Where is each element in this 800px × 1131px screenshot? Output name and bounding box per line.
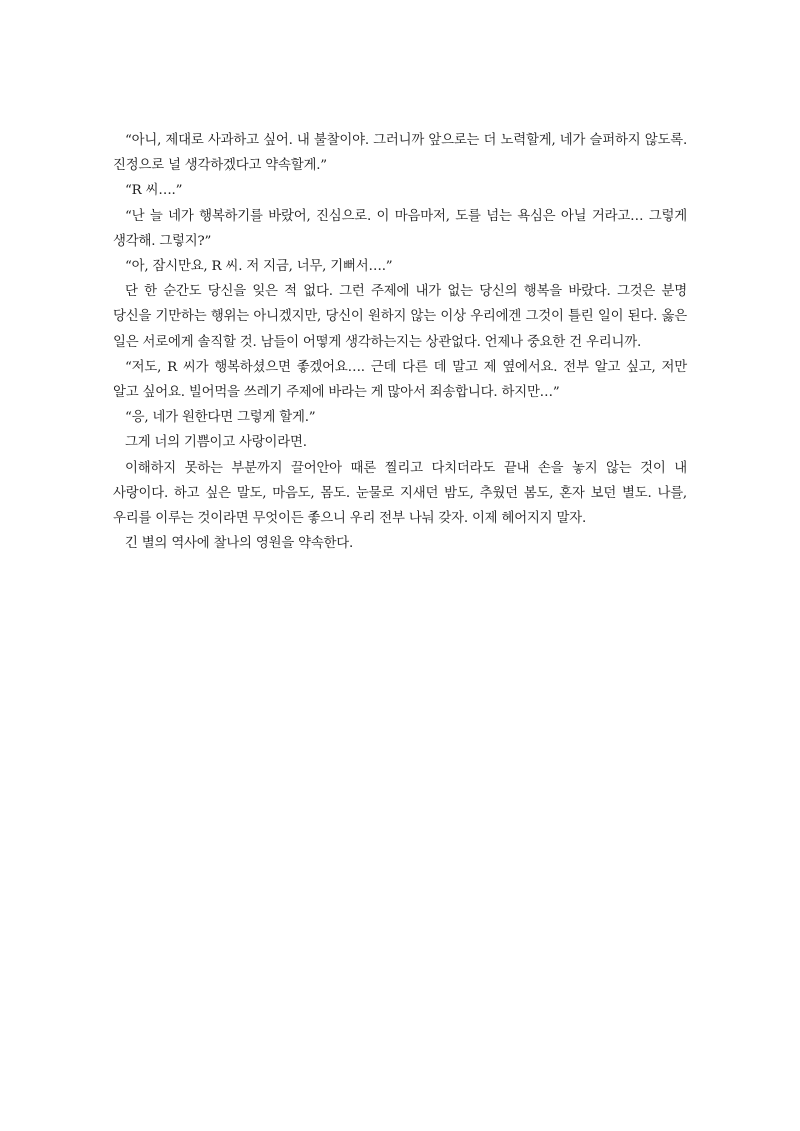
paragraph: 이해하지 못하는 부분까지 끌어안아 때론 찔리고 다치더라도 끝내 손을 놓지 않는 것이 내 사랑이다. 하고 싶은 말도, 마음도, 몸도. 눈물로 지새던 밤도, 추웠던 봄도, 혼자 보던 별도. 나를, 우리를 이루는 것이라면 무엇이든 좋으니 우리 전부 나눠 갖자. 이제 헤어지지 말자. [113,460,687,527]
story-text [113,128,687,556]
paragraph: “아니, 제대로 사과하고 싶어. 내 불찰이야. 그러니까 앞으로는 더 노력할게, 네가 슬퍼하지 않도록. 진정으로 널 생각하겠다고 약속할게.” [113,133,687,174]
paragraph: “R 씨….” [125,183,183,199]
paragraph: 긴 별의 역사에 찰나의 영원을 약속한다. [125,536,354,552]
paragraph: 그게 너의 기쁨이고 사랑이라면. [125,435,307,451]
paragraph: “난 늘 네가 행복하기를 바랐어, 진심으로. 이 마음마저, 도를 넘는 욕심은 아닐 거라고… 그렇게 생각해. 그렇지?” [113,208,687,249]
paragraph: “응, 네가 원한다면 그렇게 할게.” [125,410,316,426]
paragraph: 단 한 순간도 당신을 잊은 적 없다. 그런 주제에 내가 없는 당신의 행복을 바랐다. 그것은 분명 당신을 기만하는 행위는 아니겠지만, 당신이 원하지 않는 이상 우리에겐 그것이 틀린 일이 된다. 옳은 일은 서로에게 솔직할 것. 남들이 어떻게 생각하는지는 상관없다. 언제나 중요한 건 우리니까. [113,284,687,350]
paragraph: “저도, R 씨가 행복하셨으면 좋겠어요…. 근데 다른 데 말고 제 옆에서요. 전부 알고 싶고, 저만 알고 싶어요. 빌어먹을 쓰레기 주제에 바라는 게 많아서 죄송합니다. 하지만…” [113,359,687,401]
paragraph: “아, 잠시만요, R 씨. 저 지금, 너무, 기뻐서….” [125,259,393,275]
